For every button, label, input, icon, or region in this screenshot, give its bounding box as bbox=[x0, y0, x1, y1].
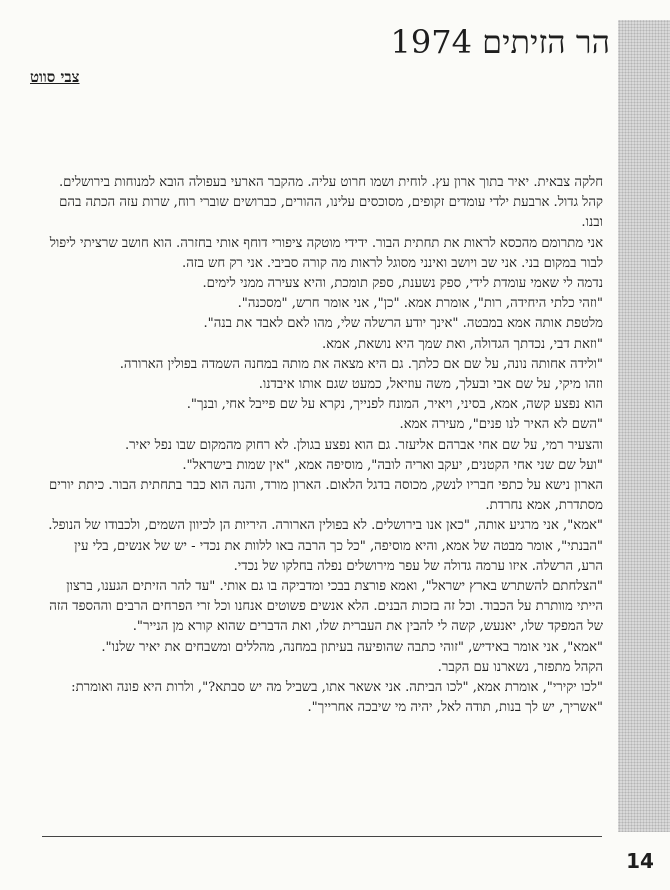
paragraph: "השם לא האיר לנו פנים", מעירה אמא. bbox=[399, 417, 603, 433]
paragraph: "וזהי כלתי היחידה, רות", אומרת אמא. "כן", אני אומר חרש, "מסכנה". bbox=[237, 296, 603, 312]
paragraph: מלטפת אותה אמא במבטה. "אינך יודע הרשלה שלי, מהו לאם לאבד את בנה". bbox=[203, 316, 603, 332]
paragraph: "אמא", אני מרגיע אותה, "כאן אנו בירושלים. לא בפולין הארורה. היריות הן לכיוון השמים, ולכבודו של הנופל. bbox=[48, 518, 603, 534]
paragraph: "הבנתי", אומר מבטה של אמא, והיא מוסיפה, "כל כך הרבה באו ללוות את נכדי - יש של אנשים, בלי עין הרע, הרשלה. איזו ערמה גדולה של עפר מירושלים נפלה בחלקו של נכדי. bbox=[74, 538, 603, 574]
paragraph: וזהו מיקי, על שם אבי ובעלך, משה עוזיאל, כמעט שגם אותו איבדנו. bbox=[258, 377, 603, 393]
page-number: 14 bbox=[626, 849, 654, 873]
paragraph: הוא נפצע קשה, אמא, בסיני, ויאיר, המונח לפנייך, נקרא על שם פייבל אחי, ובנך". bbox=[186, 397, 603, 413]
paragraph: "הצלחתם להשתרש בארץ ישראל", ואמא פורצת בבכי ומדביקה בו גם אותי. "עד להר הזיתים הגענו, ברצון הייתי מוותרת על הכבוד. וכל זה בזכות הבנים. הלא אנשים פשוטים אנחנו וכל זרי הפרחים הרבים וההספד הזה של המפקד שלו, יאנעש, קשה לי להבין את העברית שלו, ואת הדברים שהוא קורא מן הנייר". bbox=[49, 579, 603, 635]
page-title: הר הזיתים 1974 bbox=[390, 23, 610, 61]
paragraph: "וזאת דבי, נכדתך הגדולה, ואת שמך היא נושאת, אמא. bbox=[321, 336, 603, 352]
paragraph: קהל גדול. ארבעת ילדי עומדים זקופים, מסוכסים עלינו, ההורים, כברושים שוברי רוח, שרות עזה הכתה בהם ובנו. bbox=[59, 195, 603, 231]
paragraph: "ועל שם שני אחי הקטנים, יעקב ואריה לובה", מוסיפה אמא, "אין שמות בישראל". bbox=[182, 457, 603, 473]
paragraph: והצעיר רמי, על שם אחי אברהם אליעזר. גם הוא נפצע בגולן. לא רחוק מהמקום שבו נפל יאיר. bbox=[124, 437, 603, 453]
decorative-side-strip bbox=[618, 20, 670, 832]
body-text bbox=[48, 173, 603, 718]
paragraph: "ולידה אחותה נונה, על שם אם כלתך. גם היא מצאה את מותה במחנה השמדה בפולין הארורה. bbox=[119, 356, 603, 372]
author-name: צבי סווט bbox=[30, 68, 80, 86]
paragraph: "לכו יקירי", אומרת אמא, "לכו הביתה. אני אשאר אתו, בשביל מה יש סבתא?", ולרות היא פונה ואומרת: "אשריך, יש לך בנות, תודה לאל, יהיה מי שיבכה אחרייך". bbox=[71, 680, 603, 716]
paragraph: חלקה צבאית. יאיר בתוך ארון עץ. לוחית ושמו חרוט עליה. מהקבר הארעי בעפולה הובא למנוחות בירושלים. bbox=[58, 175, 603, 190]
paragraph: הקהל מתפזר, נשארנו עם הקבר. bbox=[437, 659, 603, 675]
paragraph: "אמא", אני אומר באידיש, "זוהי כתבה שהופיעה בעיתון במחנה, מהללים ומשבחים את יאיר שלנו". bbox=[101, 639, 603, 655]
paragraph: אני מתרומם מהכסא לראות את תחתית הבור. ידידי מוטקה ציפורי דוחף אותי בחזרה. הוא חושב שרציתי ליפול לבור במקום בני. אני שב ויושב ואינני מסוגל לראות מה קורה סביבי. אני רק חש בזה. bbox=[49, 235, 603, 271]
paragraph: הארון נישא על כתפי חבריו לנשק, מכוסה בדגל הלאום. הארון מורד, והנה הוא כבר בתחתית הבור. כיתת יורים מסתדרת, אמא נחרדת. bbox=[49, 478, 603, 514]
footer-divider bbox=[42, 836, 602, 837]
paragraph: נדמה לי שאמי עומדת לידי, ספק נשענת, ספק תומכת, והיא צעירה ממני לימים. bbox=[202, 276, 603, 292]
